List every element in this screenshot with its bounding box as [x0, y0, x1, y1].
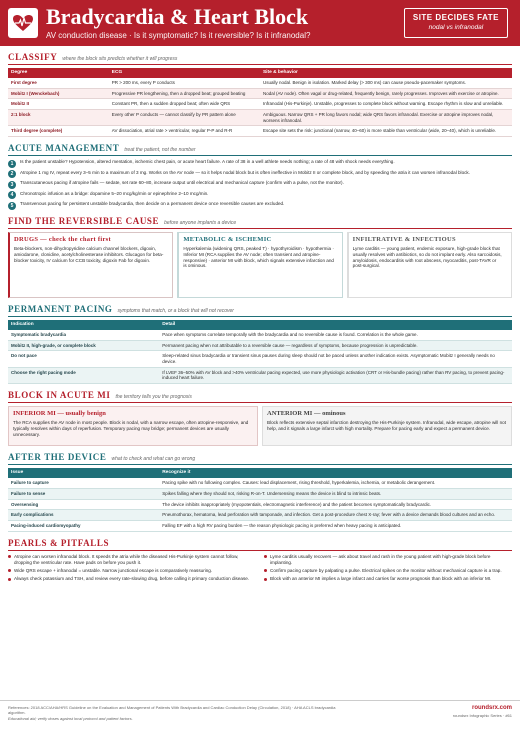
card-body: Hyperkalemia (widening QRS, peaked T) · hypothyroidism · hypothermia · Inferior MI (RCA supplies the AV node; often transient and atropine-responsive) · anterior MI with block, which signals extensive infarction and is ominous. — [183, 246, 334, 269]
page-title: Bradycardia & Heart Block — [46, 3, 309, 29]
pearl-text: Confirm pacing capture by palpating a pulse. Electrical spikes on the monitor without mechanical capture is a trap. — [270, 567, 502, 573]
anterior-mi-card — [262, 406, 512, 446]
table-cell: Pacing-induced cardiomyopathy — [8, 520, 159, 531]
metabolic-card — [177, 232, 342, 298]
list-item — [8, 180, 512, 189]
table-cell: The device inhibits inappropriately (myopotentials, electromagnetic interference) and the patient becomes symptomatically bradycardic. — [159, 499, 512, 510]
table-row — [8, 78, 512, 88]
table-cell: 2:1 block — [8, 110, 109, 126]
card-title: ANTERIOR MI — ominous — [267, 410, 346, 418]
fate-badge-title: SITE DECIDES FATE — [412, 13, 499, 23]
pearls-section-header — [8, 538, 512, 551]
bullet-icon — [264, 555, 267, 558]
bullet-icon — [8, 578, 11, 581]
card-body: Beta-blockers, non-dihydropyridine calcium channel blockers, digoxin, amiodarone, clonidine, acetylcholinesterase inhibitors. Glucagon for beta-blocker toxicity, IV calcium for CCB toxicity, digoxin Fab for digoxin. — [14, 246, 164, 263]
step-text: Transvenous pacing for persistent unstable bradycardia, then decide on a permanent device once reversible causes are excluded. — [20, 201, 285, 207]
table-cell: Third degree (complete) — [8, 126, 109, 137]
step-number: 4 — [8, 191, 16, 199]
step-text: Chronotropic infusion as a bridge: dopamine 5–20 mcg/kg/min or epinephrine 2–10 mcg/min. — [20, 190, 209, 196]
pacing-title: PERMANENT PACING — [8, 303, 113, 314]
table-cell: Pacing spike with no following complex. Causes: lead displacement, rising threshold, hyperkalemia, ischemia, or metabolic derangement. — [159, 478, 512, 488]
table-cell: Mobitz II — [8, 99, 109, 110]
pearl-text: Lyme carditis usually recovers — ask about travel and rash in the young patient with high-grade block before implanting. — [270, 553, 491, 565]
mi-title: BLOCK IN ACUTE MI — [8, 389, 111, 400]
disclaimer: Educational aid; verify doses against local protocol and patient factors. — [8, 716, 133, 721]
table-row — [8, 510, 512, 521]
bullet-icon — [8, 555, 11, 558]
table-row — [8, 367, 512, 383]
bullet-icon — [8, 569, 11, 572]
causes-section-header — [8, 216, 512, 229]
table-row — [8, 88, 512, 99]
fate-badge — [404, 8, 508, 37]
table-cell: PR > 200 ms, every P conducts — [109, 78, 260, 88]
step-text: Transcutaneous pacing if atropine fails — sedate, set rate 60–80, increase output until electrical and mechanical capture (confirm with a pulse, not the monitor). — [20, 180, 344, 186]
list-item — [264, 554, 512, 565]
table-cell: Oversensing — [8, 499, 159, 510]
table-row — [8, 99, 512, 110]
card-body: The RCA supplies the AV node in most people. Block is nodal, with a narrow escape, often atropine-responsive, and typically resolves within days of reperfusion. Temporary pacing may bridge; permanent devices are usually unnecessary. — [13, 420, 249, 437]
table-cell: Infranodal (His-Purkinje). Unstable, progresses to complete block without warning. Escape rhythm is slow and unreliable. — [260, 99, 512, 110]
device-title: AFTER THE DEVICE — [8, 452, 107, 463]
column-header: Site & behavior — [260, 68, 512, 78]
step-text: Atropine 1 mg IV, repeat every 3–5 min to a maximum of 3 mg. Works on the AV node — so it helps nodal block but is often ineffective in Mobitz II or complete block, and by speeding the atria it can worsen infranodal block. — [20, 169, 471, 175]
step-number: 2 — [8, 170, 16, 178]
table-row — [8, 499, 512, 510]
list-item — [8, 191, 512, 200]
pearl-text: Atropine can worsen infranodal block. It speeds the atria while the diseased His-Purkinje system cannot follow, dropping the ventricular rate. Have pads on before you push it. — [14, 553, 239, 565]
pacing-table — [8, 320, 512, 384]
list-item — [8, 170, 512, 179]
device-subtitle: what to check and what can go wrong — [111, 456, 196, 463]
table-row — [8, 489, 512, 500]
table-cell: Falling EF with a high RV pacing burden — the reason physiologic pacing is preferred when heavy pacing is anticipated. — [159, 520, 512, 531]
table-cell: Nodal (AV node). Often vagal or drug-related, frequently benign, rarely progresses. Improves with exercise or atropine. — [260, 88, 512, 99]
table-cell: Every other P conducts — cannot classify by PR pattern alone — [109, 110, 260, 126]
acute-title: ACUTE MANAGEMENT — [8, 142, 120, 153]
table-row — [8, 520, 512, 531]
table-cell: Failure to capture — [8, 478, 159, 488]
pearls-title: PEARLS & PITFALLS — [8, 537, 110, 548]
card-title: METABOLIC & ISCHEMIC — [183, 235, 272, 243]
column-header: ECG — [109, 68, 260, 78]
causes-subtitle: before anyone implants a device — [164, 219, 237, 226]
infiltrative-card — [347, 232, 512, 298]
table-cell: If LVEF 36–50% with AV block and >40% ventricular pacing expected, use more physiologic activation (CRT or His-bundle pacing) rather than RV pacing, to prevent pacing-induced heart failure. — [159, 367, 512, 383]
step-number: 3 — [8, 181, 16, 189]
series-label: roundsrx Infographic Series · #61 — [452, 712, 512, 718]
references: References: 2018 ACC/AHA/HRS Guideline on the Evaluation and Management of Patients With Bradycardia and Cardiac Conduction Delay (Circulation, 2018) · AHA ACLS bradycardia algorithm. — [8, 705, 336, 715]
table-cell: Usually nodal. Benign in isolation. Marked delay (> 300 ms) can cause pseudo-pacemaker symptoms. — [260, 78, 512, 88]
column-header: Issue — [8, 468, 159, 478]
table-cell: Progressive PR lengthening, then a dropped beat; grouped beating — [109, 88, 260, 99]
causes-row — [8, 232, 512, 298]
table-cell: First degree — [8, 78, 109, 88]
classify-table — [8, 68, 512, 137]
classify-subtitle: where the block sits predicts whether it will progress — [62, 56, 178, 62]
table-cell: AV dissociation, atrial rate > ventricular, regular P-P and R-R — [109, 126, 260, 137]
list-item — [8, 554, 256, 565]
pearl-text: Always check potassium and TSH, and review every rate-slowing drug, before calling it primary conduction disease. — [14, 576, 250, 582]
table-row — [8, 330, 512, 340]
classify-title: CLASSIFY — [8, 52, 58, 62]
footer — [0, 700, 520, 725]
table-row — [8, 351, 512, 367]
step-number: 5 — [8, 202, 16, 210]
causes-title: FIND THE REVERSIBLE CAUSE — [8, 215, 160, 226]
list-item — [8, 159, 512, 168]
list-item — [264, 568, 512, 574]
mi-subtitle: the territory tells you the prognosis — [115, 393, 192, 400]
header-banner — [0, 0, 520, 46]
table-cell: Constant PR, then a sudden dropped beat; often wide QRS — [109, 99, 260, 110]
table-cell: Pace when symptoms correlate temporally with the bradycardia and no reversible cause is found. Correlation is the whole game. — [159, 330, 512, 340]
card-body: Lyme carditis — young patient, endemic exposure, high-grade block that usually resolves with antibiotics, so do not implant early. Also sarcoidosis, amyloidosis, endocarditis with root abscess, myocarditis, post-TAVR or post-surgical. — [352, 246, 502, 269]
table-row — [8, 110, 512, 126]
pearl-text: Block with an anterior MI implies a large infarct and carries far worse prognosis than block with an inferior MI. — [270, 576, 492, 582]
table-cell: Choose the right pacing mode — [8, 367, 159, 383]
classify-section-header — [8, 52, 512, 65]
pacing-section-header — [8, 304, 512, 317]
table-cell: Mobitz I (Wenckebach) — [8, 88, 109, 99]
table-cell: Pneumothorax, hematoma, lead perforation with tamponade, and infection. Get a post-procedure chest X-ray; fever with a device demands blood cultures and an echo. — [159, 510, 512, 521]
table-cell: Early complications — [8, 510, 159, 521]
table-cell: Spikes falling where they should not, risking R-on-T. Undersensing means the device is blind to intrinsic beats. — [159, 489, 512, 500]
acute-section-header — [8, 143, 512, 156]
site-link[interactable]: roundsrx.com — [471, 705, 512, 711]
step-text: Is the patient unstable? Hypotension, altered mentation, ischemic chest pain, or acute heart failure. A rate of 38 in a well athlete needs nothing; a rate of 48 with shock needs everything. — [20, 159, 395, 165]
table-row — [8, 126, 512, 137]
step-number: 1 — [8, 160, 16, 168]
drugs-card — [8, 232, 173, 298]
table-cell: Mobitz II, high-grade, or complete block — [8, 340, 159, 351]
pearl-text: Wide QRS escape + infranodal = unstable. Narrow junctional escape is comparatively reassuring. — [14, 567, 213, 573]
pearls-list — [8, 554, 512, 584]
acute-steps-list — [8, 159, 512, 210]
list-item — [8, 201, 512, 210]
acute-subtitle: treat the patient, not the number — [124, 146, 196, 153]
ecg-heart-icon — [8, 8, 38, 38]
card-title: DRUGS — check the chart first — [14, 235, 111, 243]
bullet-icon — [264, 569, 267, 572]
list-item — [8, 576, 256, 582]
column-header: Degree — [8, 68, 109, 78]
table-cell: Permanent pacing when not attributable to a reversible cause — regardless of symptoms, because progression is unpredictable. — [159, 340, 512, 351]
page-subtitle: AV conduction disease · Is it symptomatic? Is it reversible? Is it infranodal? — [46, 30, 311, 40]
fate-badge-subtitle: nodal vs infranodal — [428, 24, 484, 32]
pearls-right-column — [264, 554, 512, 584]
device-section-header — [8, 452, 512, 465]
mi-row — [8, 406, 512, 446]
list-item — [264, 576, 512, 582]
table-cell: Symptomatic bradycardia — [8, 330, 159, 340]
table-cell: Do not pace — [8, 351, 159, 367]
inferior-mi-card — [8, 406, 258, 446]
table-row — [8, 340, 512, 351]
pearls-left-column — [8, 554, 256, 584]
mi-section-header — [8, 390, 512, 403]
card-title: INFERIOR MI — usually benign — [13, 410, 106, 418]
table-cell: Sleep-related sinus bradycardia or transient sinus pauses during sleep should not be paced unless another indication exists. Asymptomatic Mobitz I generally needs no device. — [159, 351, 512, 367]
card-body: Block reflects extensive septal infarction destroying the His-Purkinje system. Infranodal, wide escape, atropine will not help, and it signals a large infarct with high mortality. Prepare for pacing early and expect a permanent device. — [267, 420, 506, 432]
table-cell: Escape site sets the risk: junctional (narrow, 40–60) is more stable than ventricular (wide, 20–40), which is unreliable. — [260, 126, 512, 137]
column-header: Detail — [159, 320, 512, 330]
table-cell: Ambiguous. Narrow QRS + PR long favors nodal; wide QRS favors infranodal. Exercise or atropine improves nodal, worsens infranodal. — [260, 110, 512, 126]
list-item — [8, 568, 256, 574]
card-title: INFILTRATIVE & INFECTIOUS — [352, 235, 456, 243]
column-header: Recognize it — [159, 468, 512, 478]
column-header: Indication — [8, 320, 159, 330]
pacing-subtitle: symptoms that match, or a block that will not recover — [117, 307, 234, 314]
table-cell: Failure to sense — [8, 489, 159, 500]
table-row — [8, 478, 512, 488]
device-table — [8, 468, 512, 531]
bullet-icon — [264, 578, 267, 581]
